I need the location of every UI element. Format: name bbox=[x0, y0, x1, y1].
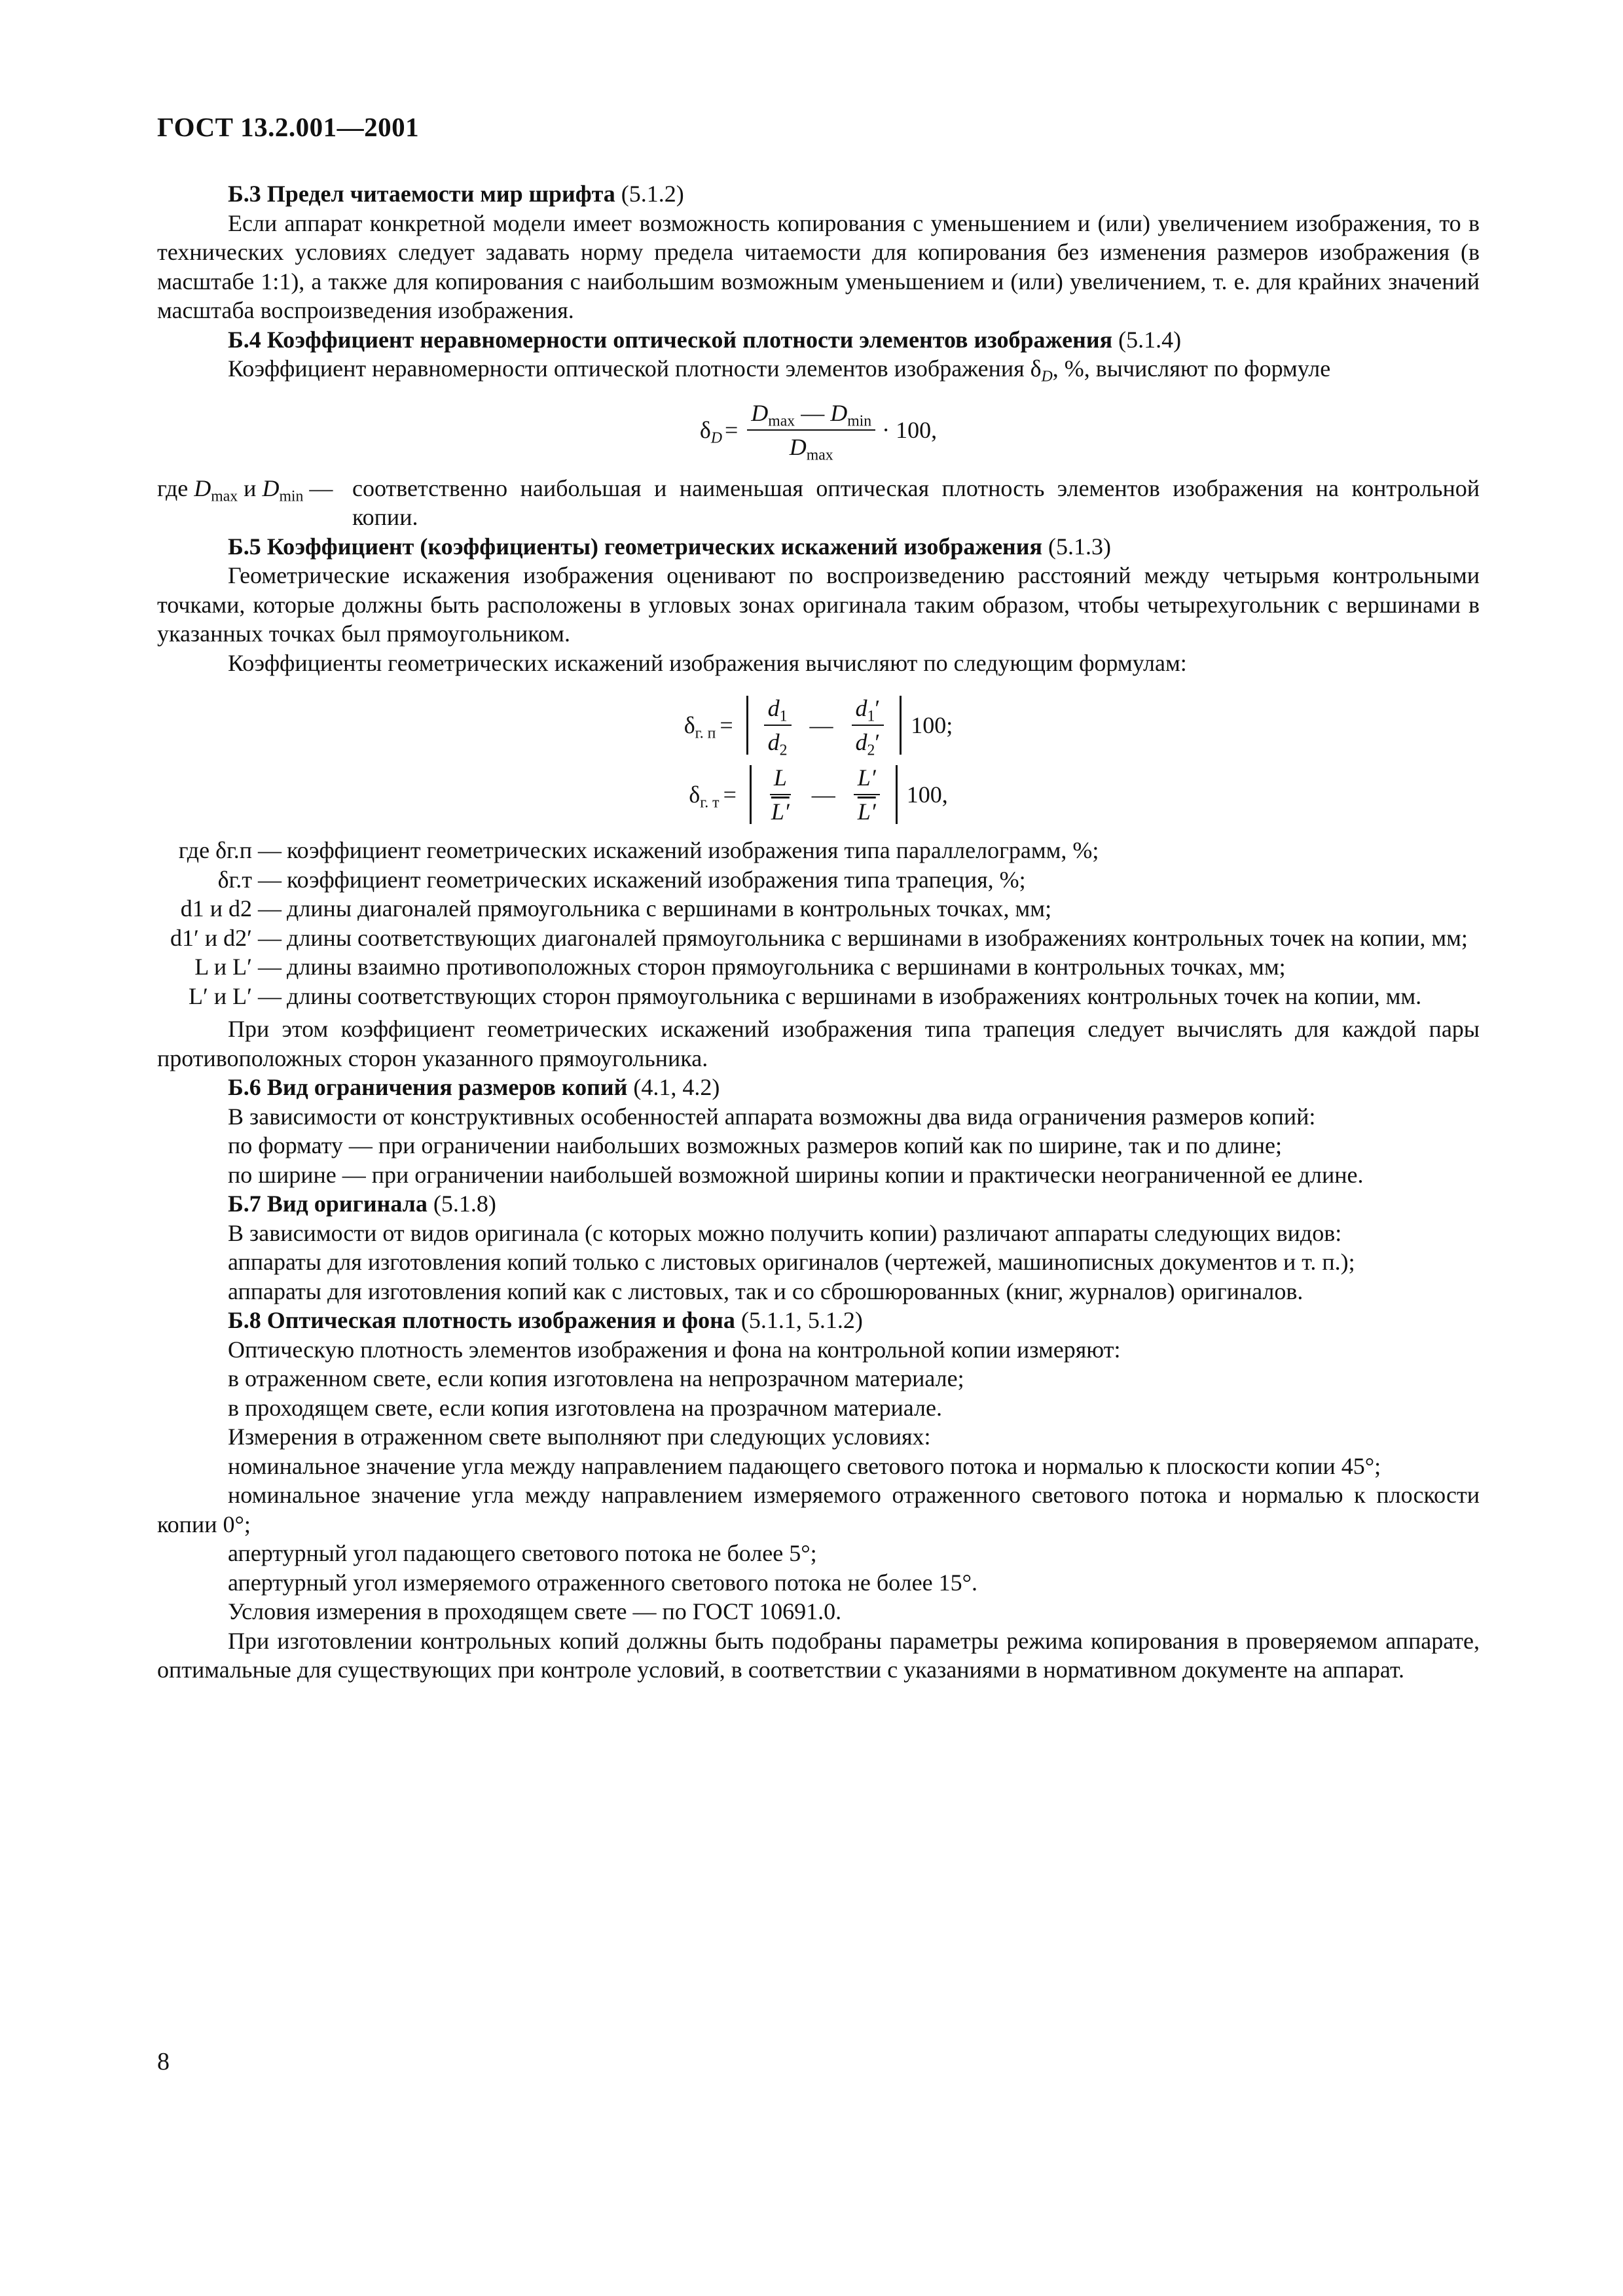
def-term: L и L′ — bbox=[194, 954, 282, 980]
def-text: коэффициент геометрических искажений изображения типа параллелограмм, %; bbox=[287, 837, 1099, 863]
formula-tail: 100; bbox=[911, 712, 953, 738]
formula-fraction: $\frac{d_1}{d_2}$ bbox=[764, 693, 792, 757]
formula-lhs: $\delta_D$ bbox=[699, 416, 722, 447]
formula-fraction: $\frac{L}{L'}$ bbox=[767, 762, 793, 827]
section-b3-heading bbox=[157, 179, 1480, 209]
heading-ref: (5.1.2) bbox=[621, 181, 684, 207]
section-b8-p4: Измерения в отраженном свете выполняют при следующих условиях: bbox=[228, 1424, 931, 1450]
section-b7-p1: В зависимости от видов оригинала (с которых можно получить копии) различают аппараты следующих видов: bbox=[228, 1219, 1342, 1246]
section-b5-p3: При этом коэффициент геометрических искажений изображения типа трапеция следует вычислять для каждой пары противоположных сторон указанного прямоугольника. bbox=[157, 1016, 1480, 1071]
formula-lhs: $\delta_{г. т}$ bbox=[689, 781, 720, 812]
def-text: длины соответствующих диагоналей прямоугольника с вершинами в изображениях контрольных точек на копии, мм; bbox=[287, 924, 1468, 951]
section-b6-p3: по ширине — при ограничении наибольшей возможной ширины копии и практически неограниченной ее длине. bbox=[228, 1161, 1364, 1188]
heading-text: Б.7 Вид оригинала bbox=[228, 1191, 428, 1217]
section-b8-p3: в проходящем свете, если копия изготовлена на прозрачном материале. bbox=[228, 1394, 942, 1421]
section-b8-p8: апертурный угол измеряемого отраженного светового потока не более 15°. bbox=[228, 1569, 977, 1596]
heading-text: Б.4 Коэффициент неравномерности оптической плотности элементов изображения bbox=[228, 326, 1113, 353]
formula-where-clause bbox=[157, 474, 1480, 532]
def-text: длины диагоналей прямоугольника с вершинами в контрольных точках, мм; bbox=[287, 895, 1052, 922]
formula-fraction: $\frac{L'}{L'}$ bbox=[854, 762, 880, 827]
heading-ref: (5.1.1, 5.1.2) bbox=[740, 1307, 863, 1333]
fraction-numerator: $D_{max}$ — $D_{min}$ bbox=[747, 398, 875, 431]
heading-ref: (5.1.3) bbox=[1048, 533, 1111, 560]
subscript: D bbox=[1041, 368, 1053, 386]
formula-delta-d: $\delta_D$ = $\frac{D_{max} — D_{min}}{D_{max}}$ · 100, bbox=[157, 398, 1480, 462]
section-b8-p1: Оптическую плотность элементов изображения и фона на контрольной копии измеряют: bbox=[228, 1336, 1121, 1363]
formula-definitions bbox=[157, 836, 1480, 1011]
page-number: 8 bbox=[157, 2048, 170, 2075]
document-header: ГОСТ 13.2.001—2001 bbox=[157, 112, 420, 142]
section-b8-p9: Условия измерения в проходящем свете — по ГОСТ 10691.0. bbox=[228, 1598, 842, 1624]
heading-ref: (4.1, 4.2) bbox=[633, 1074, 720, 1100]
abs-bar-left bbox=[746, 696, 748, 755]
def-term: где δг.п — bbox=[178, 837, 282, 863]
def-term: d1 и d2 — bbox=[180, 895, 282, 922]
section-b6-p1: В зависимости от конструктивных особенностей аппарата возможны два вида ограничения размеров копий: bbox=[228, 1103, 1316, 1130]
formula-tail: 100, bbox=[906, 781, 948, 808]
where-definition: соответственно наибольшая и наименьшая оптическая плотность элементов изображения на контрольной копии. bbox=[352, 475, 1480, 530]
heading-text: Б.3 Предел читаемости мир шрифта bbox=[228, 181, 615, 207]
section-b6-heading bbox=[157, 1073, 1480, 1102]
document-page bbox=[157, 111, 1480, 1685]
abs-bar-left bbox=[750, 765, 752, 824]
section-b8-p2: в отраженном свете, если копия изготовлена на непрозрачном материале; bbox=[228, 1365, 964, 1391]
formula-tail: · 100, bbox=[882, 416, 938, 443]
section-b8-p7: апертурный угол падающего светового потока не более 5°; bbox=[228, 1540, 817, 1566]
section-b8-p6: номинальное значение угла между направлением измеряемого отраженного светового потока и нормалью к плоскости копии 0°; bbox=[157, 1482, 1480, 1537]
formula-fraction bbox=[747, 398, 875, 462]
section-b5-p2: Коэффициенты геометрических искажений изображения вычисляют по следующим формулам: bbox=[228, 649, 1187, 676]
heading-ref: (5.1.4) bbox=[1118, 326, 1182, 353]
text-part: , %, вычисляют по формуле bbox=[1052, 355, 1331, 382]
text-part: Коэффициент неравномерности оптической плотности элементов изображения δ bbox=[228, 355, 1042, 382]
def-text: длины соответствующих сторон прямоугольника с вершинами в изображениях контрольных точек на копии, мм. bbox=[287, 982, 1422, 1009]
def-term: δг.т — bbox=[217, 866, 282, 893]
heading-ref: (5.1.8) bbox=[433, 1191, 496, 1217]
heading-text: Б.5 Коэффициент (коэффициенты) геометрических искажений изображения bbox=[228, 533, 1043, 560]
section-b5-heading bbox=[157, 532, 1480, 562]
heading-text: Б.8 Оптическая плотность изображения и фона bbox=[228, 1307, 735, 1333]
section-b7-heading bbox=[157, 1189, 1480, 1219]
section-b8-p5: номинальное значение угла между направлением падающего светового потока и нормалью к плоскости копии 45°; bbox=[228, 1452, 1381, 1479]
formula-delta-gt: $\delta_{г. т}$ = $\frac{L}{L'}$ — $\frac{L'}{L'}$ 100, bbox=[157, 762, 1480, 827]
section-b3-text: Если аппарат конкретной модели имеет возможность копирования с уменьшением и (или) увеличением изображения, то в технических условиях следует задавать норму предела читаемости для копирования без изменения размеров изображения (в масштабе 1:1), а также для копирования с наибольшим возможным уменьшением и (или) увеличением, т. е. для крайних значений масштаба воспроизведения изображения. bbox=[157, 209, 1480, 323]
section-b6-p2: по формату — при ограничении наибольших возможных размеров копий как по ширине, так и по длине; bbox=[228, 1132, 1283, 1158]
section-b4-text bbox=[157, 354, 1480, 384]
formula-lhs: $\delta_{г. п}$ bbox=[684, 712, 716, 742]
def-term: L′ и L′ — bbox=[189, 982, 282, 1009]
section-b7-p2: аппараты для изготовления копий только с листовых оригиналов (чертежей, машинописных документов и т. п.); bbox=[228, 1249, 1355, 1275]
def-term: d1′ и d2′ — bbox=[170, 924, 282, 951]
abs-bar-right bbox=[900, 696, 902, 755]
def-text: длины взаимно противоположных сторон прямоугольника с вершинами в контрольных точках, мм; bbox=[287, 954, 1286, 980]
heading-text: Б.6 Вид ограничения размеров копий bbox=[228, 1074, 628, 1100]
fraction-denominator: $D_{max}$ bbox=[789, 433, 833, 464]
section-b8-p10: При изготовлении контрольных копий должны быть подобраны параметры режима копирования в проверяемом аппарате, оптимальные для существующих при контроле условий, в соответствии с указаниями в нормативном документе на аппарат. bbox=[157, 1627, 1480, 1683]
formula-fraction: $\frac{d_1'}{d_2'}$ bbox=[852, 693, 884, 757]
section-b8-heading bbox=[157, 1306, 1480, 1335]
formula-delta-gp: $\delta_{г. п}$ = $\frac{d_1}{d_2}$ — $\frac{d_1'}{d_2'}$ 100; bbox=[157, 693, 1480, 757]
where-term: где $D_{max}$ и $D_{min}$ — bbox=[157, 475, 333, 505]
section-b5-p1: Геометрические искажения изображения оценивают по воспроизведению расстояний между четырьмя контрольными точками, которые должны быть расположены в угловых зонах оригинала таким образом, чтобы четырехугольник с вершинами в указанных точках был прямоугольником. bbox=[157, 562, 1480, 647]
section-b4-heading bbox=[157, 325, 1480, 355]
section-b7-p3: аппараты для изготовления копий как с листовых, так и со сброшюрованных (книг, журналов) оригиналов. bbox=[228, 1278, 1304, 1304]
abs-bar-right bbox=[896, 765, 898, 824]
def-text: коэффициент геометрических искажений изображения типа трапеция, %; bbox=[287, 866, 1026, 893]
